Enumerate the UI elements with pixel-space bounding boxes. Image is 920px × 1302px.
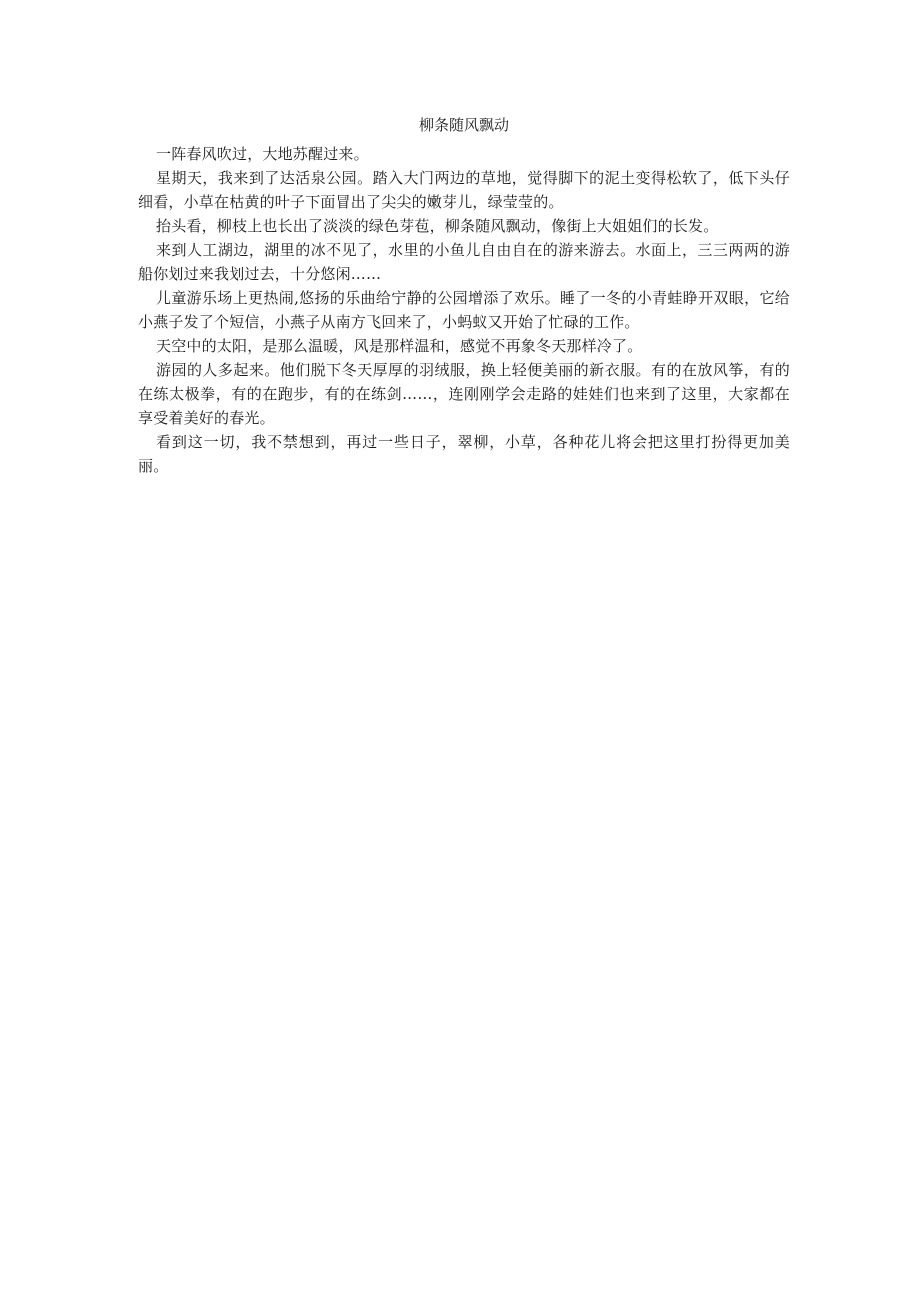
paragraph: 一阵春风吹过，大地苏醒过来。 xyxy=(156,145,369,163)
paragraph: 天空中的太阳，是那么温暖，风是那样温和，感觉不再象冬天那样冷了。 xyxy=(156,337,643,355)
paragraph: 抬头看，柳枝上也长出了淡淡的绿色芽苞，柳条随风飘动，像街上大姐姐们的长发。 xyxy=(156,217,719,235)
document-page xyxy=(138,114,790,478)
paragraph: 星期天，我来到了达活泉公园。踏入大门两边的草地，觉得脚下的泥土变得松软了，低下头仔细看，小草在枯黄的叶子下面冒出了尖尖的嫩芽儿，绿莹莹的。 xyxy=(138,169,790,211)
paragraph: 看到这一切，我不禁想到，再过一些日子，翠柳，小草，各种花儿将会把这里打扮得更加美丽。 xyxy=(138,433,790,475)
document-title: 柳条随风飘动 xyxy=(418,116,509,134)
paragraph: 来到人工湖边，湖里的冰不见了，水里的小鱼儿自由自在的游来游去。水面上，三三两两的游船你划过来我划过去，十分悠闲…… xyxy=(138,241,790,283)
paragraph: 儿童游乐场上更热闹,悠扬的乐曲给宁静的公园增添了欢乐。睡了一冬的小青蛙睁开双眼，它给小燕子发了个短信，小燕子从南方飞回来了，小蚂蚁又开始了忙碌的工作。 xyxy=(138,289,790,331)
paragraph: 游园的人多起来。他们脱下冬天厚厚的羽绒服，换上轻便美丽的新衣服。有的在放风筝，有的在练太极拳，有的在跑步，有的在练剑……，连刚刚学会走路的娃娃们也来到了这里，大家都在享受着美好的春光。 xyxy=(138,361,790,427)
